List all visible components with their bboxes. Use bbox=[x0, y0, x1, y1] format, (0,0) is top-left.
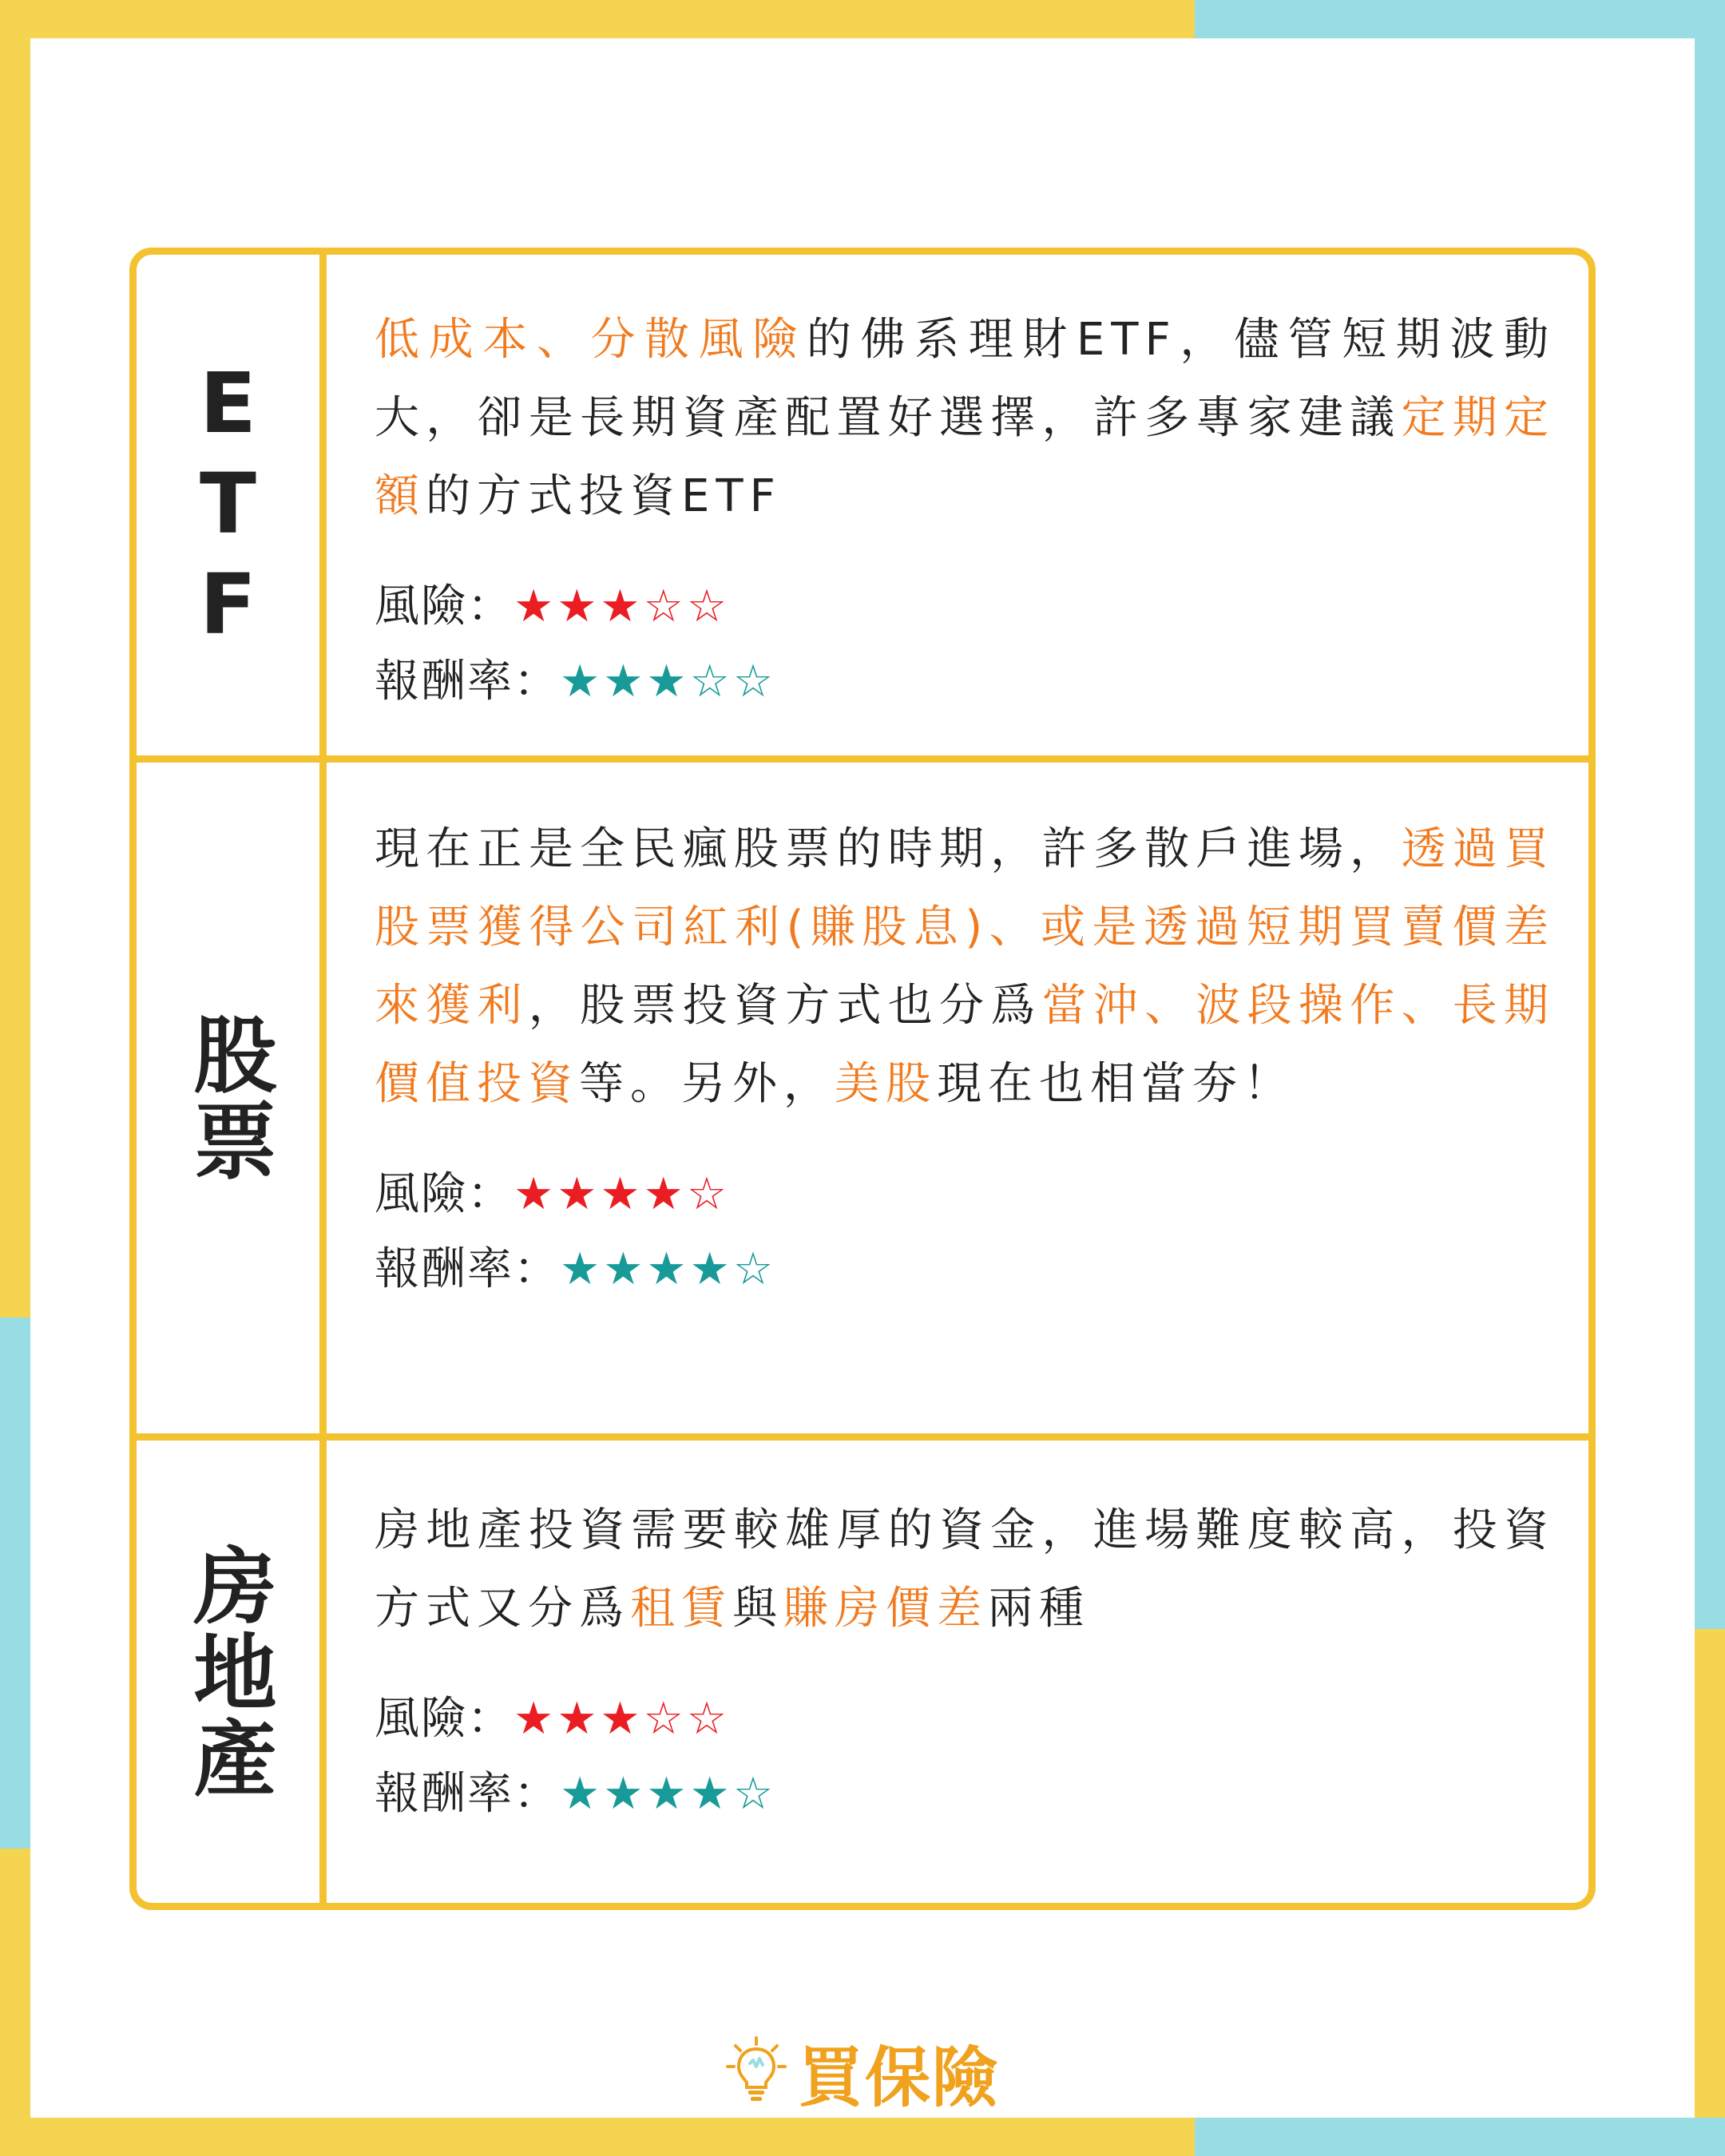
desc-segment: 當沖、波段操作、長期價值投資 bbox=[375, 980, 1556, 1110]
desc-segment: 定期定額 bbox=[375, 392, 1556, 522]
return-stars: ★★★★☆ bbox=[560, 1243, 777, 1295]
brand-name: 買保險 bbox=[797, 2039, 999, 2116]
return-rating bbox=[375, 1232, 1555, 1307]
frame-top-cyan bbox=[1195, 0, 1725, 38]
desc-segment: 現在也相當夯！ bbox=[937, 1058, 1295, 1110]
table-row-stocks bbox=[137, 763, 1588, 1441]
return-stars: ★★★☆☆ bbox=[560, 656, 777, 707]
lightbulb-icon bbox=[726, 2036, 787, 2108]
risk-stars: ★★★☆☆ bbox=[514, 1693, 731, 1745]
row-label-cell bbox=[137, 763, 327, 1433]
row-description bbox=[375, 810, 1555, 1124]
desc-segment: 的方式投資ETF bbox=[426, 470, 782, 522]
risk-rating bbox=[375, 569, 1555, 644]
row-content-cell bbox=[327, 1441, 1588, 1903]
desc-segment: 透過買股票獲得公司紅利(賺股息)、或是透過短期買賣價差來獲利 bbox=[375, 823, 1556, 1032]
ratings bbox=[375, 1157, 1555, 1307]
frame-top-yellow bbox=[0, 0, 1195, 38]
desc-segment: 與 bbox=[732, 1583, 783, 1635]
desc-segment: 租賃 bbox=[630, 1583, 732, 1635]
row-content-cell bbox=[327, 255, 1588, 755]
risk-label: 風險： bbox=[375, 1168, 514, 1220]
row-description bbox=[375, 301, 1555, 536]
risk-label: 風險： bbox=[375, 581, 514, 632]
ratings bbox=[375, 1682, 1555, 1832]
risk-rating bbox=[375, 1682, 1555, 1757]
row-label: 房地產 bbox=[179, 1542, 277, 1801]
desc-segment: 美股 bbox=[835, 1058, 937, 1110]
desc-segment: 的佛系理財ETF，儘管短期波動大，卻是長期資產配置好選擇，許多專家建議 bbox=[375, 314, 1555, 444]
return-label: 報酬率： bbox=[375, 1768, 560, 1820]
frame-bottom-yellow bbox=[0, 2118, 1195, 2156]
investment-comparison-table bbox=[129, 248, 1596, 1910]
row-content-cell bbox=[327, 763, 1588, 1433]
risk-label: 風險： bbox=[375, 1693, 514, 1745]
row-label-cell bbox=[137, 255, 327, 755]
desc-segment: 等。另外， bbox=[579, 1058, 835, 1110]
table-row-real-estate bbox=[137, 1441, 1588, 1903]
desc-segment: 現在正是全民瘋股票的時期，許多散戶進場， bbox=[375, 823, 1402, 875]
frame-left-yellow-top bbox=[0, 0, 30, 1318]
return-stars: ★★★★☆ bbox=[560, 1768, 777, 1820]
return-label: 報酬率： bbox=[375, 1243, 560, 1295]
desc-segment: ，股票投資方式也分爲 bbox=[528, 980, 1042, 1032]
desc-segment: 賺房價差 bbox=[783, 1583, 988, 1635]
risk-rating bbox=[375, 1157, 1555, 1232]
risk-stars: ★★★☆☆ bbox=[514, 581, 731, 632]
table-row-etf bbox=[137, 255, 1588, 763]
ratings bbox=[375, 569, 1555, 719]
frame-left-cyan bbox=[0, 1318, 30, 1849]
row-label: ETF bbox=[179, 354, 277, 656]
return-label: 報酬率： bbox=[375, 656, 560, 707]
return-rating bbox=[375, 644, 1555, 719]
return-rating bbox=[375, 1757, 1555, 1832]
frame-right-cyan bbox=[1695, 0, 1725, 1629]
desc-segment: 兩種 bbox=[988, 1583, 1090, 1635]
row-label-cell bbox=[137, 1441, 327, 1903]
desc-segment: 房地產投資需要較雄厚的資金，進場難度較高，投資方式又分爲 bbox=[375, 1504, 1555, 1635]
brand-logo bbox=[0, 2028, 1725, 2116]
row-label: 股票 bbox=[179, 1012, 277, 1184]
desc-segment: 低成本、分散風險 bbox=[375, 314, 807, 366]
row-description bbox=[375, 1492, 1555, 1648]
risk-stars: ★★★★☆ bbox=[514, 1168, 731, 1220]
frame-bottom-cyan bbox=[1195, 2118, 1725, 2156]
